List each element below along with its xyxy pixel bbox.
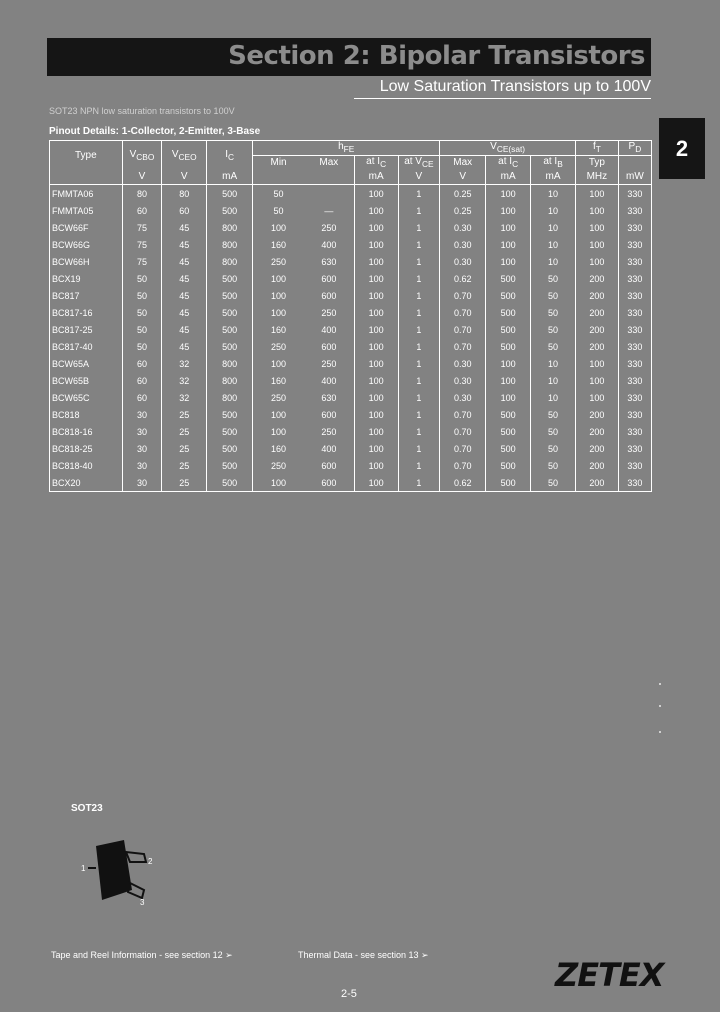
value-cell: 50	[122, 321, 162, 338]
value-cell: 500	[486, 304, 531, 321]
pin-2-label: 2	[148, 857, 153, 866]
value-cell: 100	[576, 355, 619, 372]
value-cell: 0.30	[440, 355, 486, 372]
value-cell: 500	[486, 457, 531, 474]
value-cell: 0.62	[440, 270, 486, 287]
value-cell: 0.30	[440, 236, 486, 253]
value-cell: 25	[162, 474, 207, 492]
value-cell: 100	[486, 236, 531, 253]
value-cell: 50	[122, 338, 162, 355]
pin-1-label: 1	[81, 864, 86, 873]
value-cell: 330	[618, 304, 651, 321]
value-cell: 100	[486, 372, 531, 389]
table-body	[50, 185, 652, 492]
value-cell: 1	[398, 355, 440, 372]
value-cell: 1	[398, 321, 440, 338]
value-cell: 500	[486, 440, 531, 457]
value-cell: 100	[253, 219, 304, 236]
value-cell: 100	[576, 202, 619, 219]
thermal-data-reference: Thermal Data - see section 13 ➢	[298, 950, 429, 960]
value-cell: 60	[122, 355, 162, 372]
value-cell: 500	[207, 474, 253, 492]
table-row	[50, 202, 652, 219]
value-cell: 45	[162, 304, 207, 321]
value-cell: 1	[398, 440, 440, 457]
margin-mark	[659, 731, 661, 733]
value-cell: 600	[321, 341, 337, 352]
value-cell: 100	[253, 423, 304, 440]
value-cell: 600	[321, 409, 337, 420]
value-cell: 100	[486, 185, 531, 203]
value-cell: 1	[398, 474, 440, 492]
value-cell: 500	[207, 338, 253, 355]
value-cell: 100	[354, 270, 398, 287]
value-cell: 0.30	[440, 253, 486, 270]
value-cell: 1	[398, 457, 440, 474]
value-cell: 50	[122, 304, 162, 321]
value-cell: 100	[486, 219, 531, 236]
value-cell: 250	[253, 338, 304, 355]
value-cell: 25	[162, 440, 207, 457]
value-cell: 60	[122, 389, 162, 406]
value-cell: 60	[122, 202, 162, 219]
value-cell: 100	[354, 457, 398, 474]
header-row-2: Min Max at $I_C$ at $V_{CE}$ Max at $I_C$ at $I_B$ Typ	[50, 156, 652, 171]
value-cell: 100	[576, 185, 619, 203]
value-cell: 200	[576, 304, 619, 321]
value-cell: 30	[122, 440, 162, 457]
value-cell: 100	[354, 440, 398, 457]
type-cell: BC818-25	[52, 443, 93, 454]
value-cell: 0.70	[440, 338, 486, 355]
value-cell: 500	[486, 423, 531, 440]
value-cell: 200	[576, 457, 619, 474]
value-cell: 200	[576, 474, 619, 492]
type-cell: BCW66H	[52, 256, 90, 267]
value-cell: 200	[576, 338, 619, 355]
value-cell: 200	[576, 440, 619, 457]
value-cell: 1	[398, 236, 440, 253]
value-cell: 500	[207, 287, 253, 304]
table-row	[50, 185, 652, 203]
value-cell: 100	[576, 253, 619, 270]
value-cell: 200	[576, 321, 619, 338]
value-cell: 800	[207, 219, 253, 236]
margin-mark	[659, 705, 661, 707]
value-cell: 600	[321, 273, 337, 284]
value-cell: 250	[253, 457, 304, 474]
value-cell: 100	[576, 372, 619, 389]
units-row: V V mA mA V V mA mA MHz mW	[50, 170, 652, 185]
value-cell: 330	[618, 474, 651, 492]
value-cell: 100	[354, 406, 398, 423]
value-cell: 160	[253, 372, 304, 389]
value-cell: 500	[207, 304, 253, 321]
value-cell: 100	[354, 321, 398, 338]
type-cell: BCX19	[52, 273, 81, 284]
value-cell: 50	[531, 338, 576, 355]
value-cell: 160	[253, 321, 304, 338]
value-cell: 50	[531, 321, 576, 338]
value-cell: 330	[618, 253, 651, 270]
value-cell: 60	[162, 202, 207, 219]
value-cell: 330	[618, 457, 651, 474]
value-cell: 500	[207, 440, 253, 457]
value-cell: 100	[354, 372, 398, 389]
pin-3-label: 3	[140, 898, 145, 907]
type-cell: BC817-40	[52, 341, 93, 352]
value-cell: 200	[576, 270, 619, 287]
value-cell: 0.70	[440, 440, 486, 457]
value-cell: 32	[162, 372, 207, 389]
value-cell: 0.25	[440, 185, 486, 203]
value-cell: 500	[486, 338, 531, 355]
value-cell: 330	[618, 321, 651, 338]
value-cell: 1	[398, 253, 440, 270]
value-cell: 0.70	[440, 321, 486, 338]
table-row	[50, 304, 652, 321]
table-row	[50, 423, 652, 440]
value-cell: 100	[354, 474, 398, 492]
type-cell: BCW65C	[52, 392, 90, 403]
sot23-package-drawing	[78, 838, 158, 910]
value-cell: 30	[122, 474, 162, 492]
value-cell: 100	[354, 185, 398, 203]
value-cell: 800	[207, 355, 253, 372]
value-cell: 500	[207, 202, 253, 219]
value-cell: 500	[486, 406, 531, 423]
type-cell: BC817-16	[52, 307, 93, 318]
value-cell: 100	[486, 253, 531, 270]
value-cell: 330	[618, 440, 651, 457]
value-cell: 100	[354, 287, 398, 304]
value-cell: 330	[618, 423, 651, 440]
value-cell: 1	[398, 185, 440, 203]
value-cell: 75	[122, 219, 162, 236]
value-cell: 10	[531, 185, 576, 203]
value-cell: 0.70	[440, 287, 486, 304]
value-cell: 500	[207, 270, 253, 287]
value-cell: 250	[253, 389, 304, 406]
value-cell: 250	[321, 426, 337, 437]
value-cell: 160	[253, 440, 304, 457]
value-cell: 30	[122, 406, 162, 423]
value-cell: 330	[618, 355, 651, 372]
value-cell: 0.62	[440, 474, 486, 492]
table-row	[50, 406, 652, 423]
value-cell: 1	[398, 270, 440, 287]
type-cell: FMMTA05	[52, 205, 94, 216]
value-cell: 50	[253, 202, 304, 219]
table-row	[50, 270, 652, 287]
margin-mark	[659, 683, 661, 685]
type-cell: FMMTA06	[52, 188, 94, 199]
value-cell: 10	[531, 372, 576, 389]
value-cell: 330	[618, 406, 651, 423]
section-subtitle: Low Saturation Transistors up to 100V	[379, 78, 651, 95]
value-cell: 100	[486, 355, 531, 372]
small-note: SOT23 NPN low saturation transistors to 100V	[49, 106, 235, 116]
value-cell: 160	[253, 236, 304, 253]
value-cell: 250	[321, 358, 337, 369]
value-cell: 100	[354, 304, 398, 321]
value-cell: 45	[162, 287, 207, 304]
value-cell: 800	[207, 389, 253, 406]
value-cell: 400	[321, 375, 337, 386]
value-cell: 10	[531, 202, 576, 219]
header-row-1: Type $V_{CBO}$ $V_{CEO}$ $I_C$ $h_{FE}$ $V_{CE(sat)}$ $f_T$ $P_D$	[50, 141, 652, 156]
page-number: 2-5	[341, 988, 357, 1000]
table-row	[50, 389, 652, 406]
value-cell: 1	[398, 372, 440, 389]
value-cell: 100	[486, 389, 531, 406]
value-cell: 1	[398, 202, 440, 219]
value-cell: 200	[576, 287, 619, 304]
value-cell: 25	[162, 406, 207, 423]
value-cell: 100	[354, 202, 398, 219]
table-row	[50, 287, 652, 304]
value-cell: 10	[531, 389, 576, 406]
type-cell: BCW66F	[52, 222, 89, 233]
value-cell: 600	[321, 460, 337, 471]
pinout-details: Pinout Details: 1-Collector, 2-Emitter, 3-Base	[49, 126, 261, 137]
value-cell: 50	[122, 270, 162, 287]
value-cell: 45	[162, 270, 207, 287]
value-cell: 45	[162, 321, 207, 338]
type-cell: BC817-25	[52, 324, 93, 335]
value-cell: 50	[531, 270, 576, 287]
type-cell: BCW65A	[52, 358, 90, 369]
value-cell: 330	[618, 236, 651, 253]
value-cell: 45	[162, 338, 207, 355]
value-cell: 100	[354, 423, 398, 440]
value-cell: 500	[486, 270, 531, 287]
value-cell: 100	[354, 253, 398, 270]
value-cell: 75	[122, 253, 162, 270]
value-cell: 100	[253, 406, 304, 423]
value-cell: 330	[618, 372, 651, 389]
value-cell: 1	[398, 304, 440, 321]
value-cell: 500	[207, 185, 253, 203]
value-cell: 60	[122, 372, 162, 389]
value-cell: 1	[398, 406, 440, 423]
col-type-header: Type	[75, 149, 97, 161]
type-cell: BCX20	[52, 477, 81, 488]
table-row	[50, 236, 652, 253]
value-cell: 50	[531, 406, 576, 423]
value-cell: 25	[162, 423, 207, 440]
value-cell: 330	[618, 270, 651, 287]
value-cell: 50	[122, 287, 162, 304]
value-cell: 600	[321, 290, 337, 301]
value-cell: 250	[321, 222, 337, 233]
value-cell: 80	[162, 185, 207, 203]
value-cell: 1	[398, 338, 440, 355]
type-cell: BC817	[52, 290, 80, 301]
value-cell: 0.25	[440, 202, 486, 219]
table-row	[50, 253, 652, 270]
value-cell: 100	[576, 236, 619, 253]
value-cell: 0.30	[440, 389, 486, 406]
value-cell: 600	[321, 477, 337, 488]
table-row	[50, 219, 652, 236]
value-cell: 50	[253, 185, 304, 203]
value-cell: 100	[354, 389, 398, 406]
type-cell: BCW66G	[52, 239, 91, 250]
value-cell: 45	[162, 236, 207, 253]
transistor-table	[49, 140, 652, 492]
value-cell: 45	[162, 253, 207, 270]
value-cell: 100	[576, 389, 619, 406]
table-row	[50, 321, 652, 338]
table-row	[50, 338, 652, 355]
value-cell: 330	[618, 219, 651, 236]
value-cell: 250	[253, 253, 304, 270]
value-cell: 50	[531, 287, 576, 304]
value-cell: 0.70	[440, 457, 486, 474]
value-cell: 100	[253, 474, 304, 492]
value-cell: 100	[486, 202, 531, 219]
value-cell: 400	[321, 324, 337, 335]
value-cell: 1	[398, 287, 440, 304]
value-cell: 400	[321, 443, 337, 454]
table-row	[50, 440, 652, 457]
value-cell: 50	[531, 440, 576, 457]
value-cell: 32	[162, 355, 207, 372]
value-cell: 800	[207, 253, 253, 270]
type-cell: BC818	[52, 409, 80, 420]
value-cell: 630	[321, 392, 337, 403]
value-cell: 0.70	[440, 406, 486, 423]
value-cell: 500	[207, 457, 253, 474]
value-cell: 0.30	[440, 219, 486, 236]
value-cell: 30	[122, 457, 162, 474]
value-cell: 100	[253, 355, 304, 372]
value-cell: 50	[531, 423, 576, 440]
value-cell: 500	[207, 423, 253, 440]
value-cell: 50	[531, 304, 576, 321]
value-cell: 25	[162, 457, 207, 474]
value-cell: 500	[486, 287, 531, 304]
value-cell: 0.70	[440, 423, 486, 440]
value-cell: 200	[576, 406, 619, 423]
value-cell: 500	[486, 474, 531, 492]
value-cell: 100	[354, 355, 398, 372]
value-cell: 330	[618, 338, 651, 355]
value-cell: 330	[618, 185, 651, 203]
tape-reel-reference: Tape and Reel Information - see section 12 ➢	[51, 950, 233, 960]
package-label: SOT23	[71, 803, 103, 814]
subtitle-rule	[354, 98, 651, 99]
value-cell: 400	[321, 239, 337, 250]
value-cell: 100	[576, 219, 619, 236]
value-cell: 100	[354, 338, 398, 355]
value-cell: 500	[207, 321, 253, 338]
table-row	[50, 457, 652, 474]
value-cell	[304, 185, 354, 203]
type-cell: BCW65B	[52, 375, 90, 386]
value-cell: 630	[321, 256, 337, 267]
value-cell: 330	[618, 202, 651, 219]
value-cell: 800	[207, 236, 253, 253]
value-cell: 75	[122, 236, 162, 253]
value-cell: 330	[618, 389, 651, 406]
zetex-logo: ZETEX	[555, 956, 664, 994]
value-cell: 100	[253, 304, 304, 321]
table-row	[50, 474, 652, 492]
value-cell: 100	[354, 219, 398, 236]
value-cell: 0.30	[440, 372, 486, 389]
value-cell: 250	[321, 307, 337, 318]
value-cell: 30	[122, 423, 162, 440]
value-cell: 10	[531, 236, 576, 253]
value-cell: 100	[354, 236, 398, 253]
value-cell: 50	[531, 474, 576, 492]
section-tab: 2	[659, 118, 705, 179]
type-cell: BC818-40	[52, 460, 93, 471]
value-cell: 500	[486, 321, 531, 338]
type-cell: BC818-16	[52, 426, 93, 437]
value-cell: 1	[398, 219, 440, 236]
value-cell: 200	[576, 423, 619, 440]
table-row	[50, 355, 652, 372]
value-cell: 10	[531, 253, 576, 270]
value-cell: 1	[398, 423, 440, 440]
value-cell: 50	[531, 457, 576, 474]
value-cell: 100	[253, 270, 304, 287]
value-cell: 32	[162, 389, 207, 406]
value-cell: 80	[122, 185, 162, 203]
value-cell: 10	[531, 219, 576, 236]
value-cell: 0.70	[440, 304, 486, 321]
value-cell: 45	[162, 219, 207, 236]
section-banner	[47, 38, 651, 76]
value-cell: 1	[398, 389, 440, 406]
table-row	[50, 372, 652, 389]
section-title: Section 2: Bipolar Transistors	[228, 41, 645, 71]
value-cell: 10	[531, 355, 576, 372]
value-cell: —	[324, 205, 334, 216]
value-cell: 800	[207, 372, 253, 389]
value-cell: 500	[207, 406, 253, 423]
value-cell: 100	[253, 287, 304, 304]
value-cell: 330	[618, 287, 651, 304]
